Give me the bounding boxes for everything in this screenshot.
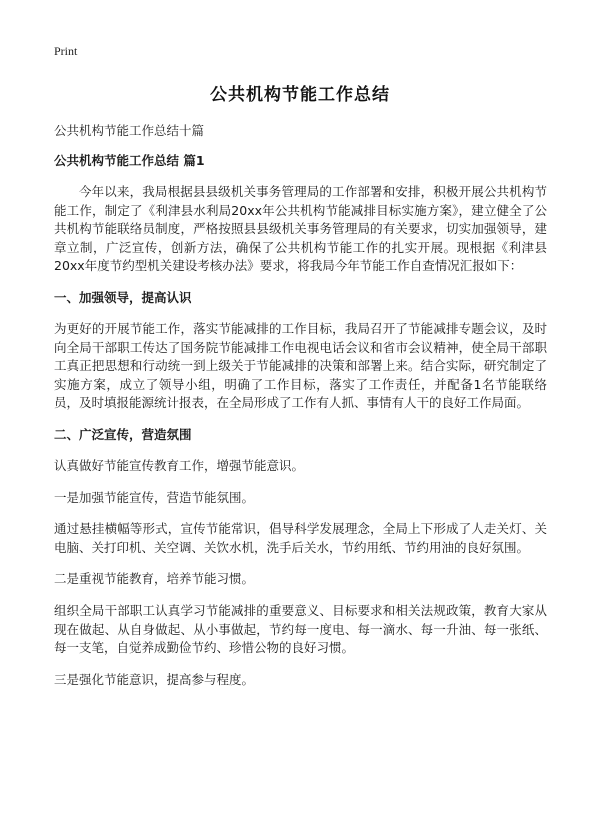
section-2-subheading-2: 二是重视节能教育，培养节能习惯。 (54, 571, 255, 587)
document-body (54, 122, 547, 702)
page-title: 公共机构节能工作总结 (210, 85, 390, 105)
print-link[interactable]: Print (54, 44, 78, 58)
section-2-subheading-1: 一是加强节能宣传，营造节能氛围。 (54, 489, 255, 505)
intro-paragraph: 今年以来，我局根据县县级机关事务管理局的工作部署和安排，积极开展公共机构节能工作，制定了《利津县水利局20xx年公共机构节能减排目标实施方案》，建立健全了公共机构节能联络员制度，严格按照县县级机关事务管理局的有关要求，切实加强领导，建章立制，广泛宣传，创新方法，确保了公共机构节能工作的扎实开展。现根据《利津县20xx年度节约型机关建设考核办法》要求，将我局今年节能工作自查情况汇报如下： (54, 184, 547, 274)
section-heading-2: 二、广泛宣传，营造氛围 (54, 426, 192, 442)
section-2-paragraph: 认真做好节能宣传教育工作，增强节能意识。 (54, 457, 305, 473)
section-2-sub-1-paragraph: 通过悬挂横幅等形式，宣传节能常识，倡导科学发展理念，全局上下形成了人走关灯、关电脑、关打印机、关空调、关饮水机，洗手后关水，节约用纸、节约用油的良好氛围。 (54, 521, 547, 555)
article-heading: 公共机构节能工作总结 篇1 (54, 153, 205, 168)
document-subtitle: 公共机构节能工作总结十篇 (54, 123, 205, 138)
section-2-subheading-3: 三是强化节能意识，提高参与程度。 (54, 671, 255, 687)
section-heading-1: 一、加强领导，提高认识 (54, 289, 192, 305)
section-1-paragraph: 为更好的开展节能工作，落实节能减排的工作目标，我局召开了节能减排专题会议，及时向全局干部职工传达了国务院节能减排工作电视电话会议和省市会议精神，使全局干部职工真正把思想和行动统一到上级关于节能减排的决策和部署上来。结合实际，研究制定了实施方案，成立了领导小组，明确了工作目标，落实了工作责任，并配备1名节能联络员，及时填报能源统计报表，在全局形成了工作有人抓、事情有人干的良好工作局面。 (54, 320, 547, 411)
section-2-sub-2-paragraph: 组织全局干部职工认真学习节能减排的重要意义、目标要求和相关法规政策，教育大家从现在做起、从自身做起、从小事做起，节约每一度电、每一滴水、每一升油、每一张纸、每一支笔，自觉养成勤俭节约、珍惜公物的良好习惯。 (54, 602, 547, 656)
